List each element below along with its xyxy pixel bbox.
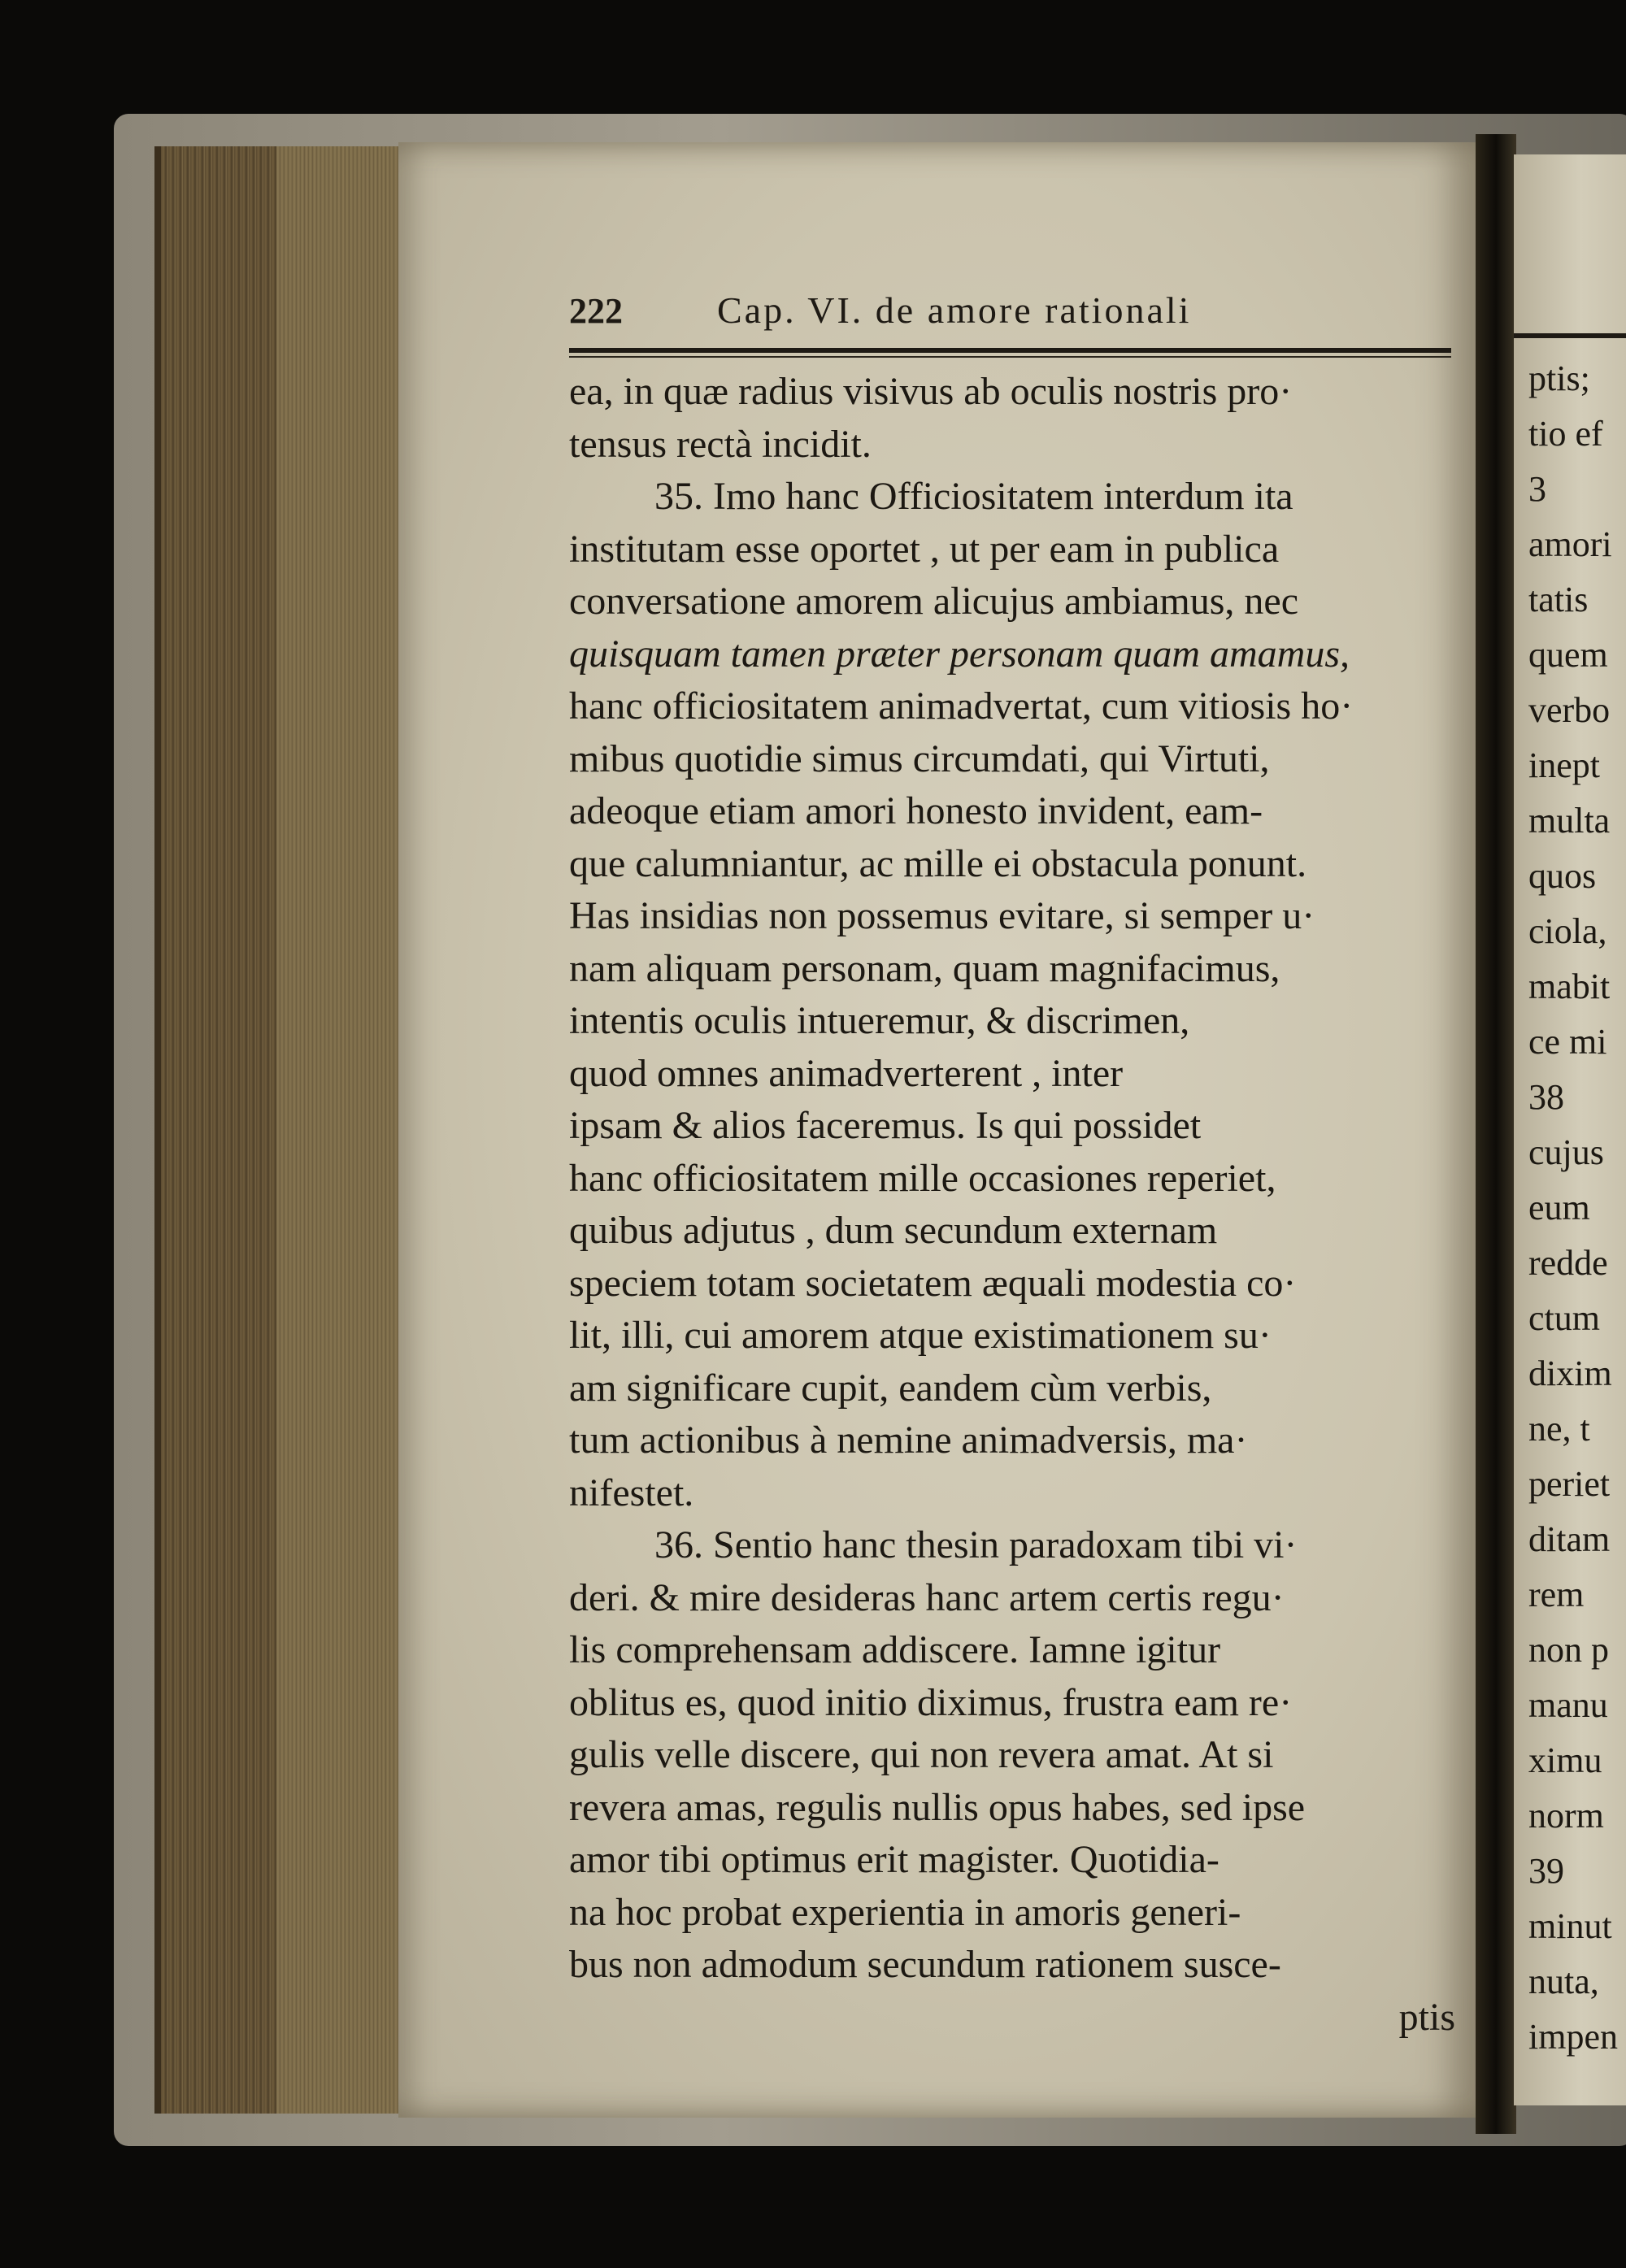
text-line: que calumniantur, ac mille ei obstacula ponunt. (569, 841, 1307, 885)
right-page-fragment: 39 (1528, 1851, 1564, 1891)
right-page-fragment: ditam (1528, 1519, 1611, 1559)
text-line: na hoc probat experientia in amoris generi- (569, 1890, 1241, 1934)
page-number: 222 (569, 291, 623, 331)
right-page-fragment: ctum (1528, 1298, 1600, 1338)
text-line: ipsam & alios faceremus. Is qui possidet (569, 1104, 1202, 1147)
right-page-fragment: quos (1528, 856, 1597, 896)
text-line: tum actionibus à nemine animadversis, ma· (569, 1419, 1248, 1462)
running-head: Cap. VI. de amore rationali (717, 289, 1192, 331)
text-line: mibus quotidie simus circumdati, qui Virtuti, (569, 736, 1270, 780)
right-page-fragment: eum (1528, 1188, 1590, 1227)
paragraph-35-start: 35. Imo hanc Officiositatem interdum ita (654, 475, 1293, 518)
text-line: hanc officiositatem animadvertat, cum vitiosis ho· (569, 684, 1354, 728)
right-page-fragment: quem (1528, 635, 1608, 675)
right-page-fragment: non p (1528, 1630, 1609, 1670)
page-header (569, 289, 1455, 345)
right-page-fragment: ptis; (1528, 358, 1590, 398)
right-page-fragment: amori (1528, 524, 1612, 564)
right-page-fragment: cujus (1528, 1132, 1604, 1172)
text-line: conversatione amorem alicujus ambiamus, nec (569, 580, 1299, 623)
text-line: amor tibi optimus erit magister. Quotidia- (569, 1838, 1220, 1881)
text-line: nam aliquam personam, quam magnifacimus, (569, 946, 1280, 990)
right-page-fragment: multa (1528, 801, 1611, 841)
text-line-italic: quisquam tamen præter personam quam amamus, (569, 632, 1350, 676)
text-line: revera amas, regulis nullis opus habes, sed ipse (569, 1785, 1306, 1829)
right-page-fragment: inept (1528, 745, 1600, 785)
right-page-fragment: impen (1528, 2017, 1618, 2057)
text-line: ea, in quæ radius visivus ab oculis nostris pro· (569, 370, 1293, 413)
text-line: tensus rectà incidit. (569, 422, 872, 466)
right-page-fragment: verbo (1528, 690, 1611, 730)
right-page-fragment: ce mi (1528, 1022, 1607, 1062)
body-text (569, 366, 1455, 2044)
text-line: deri. & mire desideras hanc artem certis regu· (569, 1575, 1285, 1619)
book-gutter (1476, 134, 1516, 2134)
right-page-fragment: 38 (1528, 1077, 1564, 1117)
right-page-header-rule (1514, 333, 1626, 338)
right-page-fragment: dixim (1528, 1353, 1612, 1393)
text-line: lis comprehensam addiscere. Iamne igitur (569, 1628, 1221, 1671)
text-line: am significare cupit, eandem cùm verbis, (569, 1366, 1212, 1410)
right-page-partial (1514, 154, 1626, 2105)
text-line: institutam esse oportet , ut per eam in publica (569, 527, 1280, 571)
text-line: lit, illi, cui amorem atque existimationem su· (569, 1314, 1272, 1357)
text-line: hanc officiositatem mille occasiones reperiet, (569, 1156, 1276, 1200)
catchword: ptis (1398, 1995, 1455, 2039)
right-page-fragment: rem (1528, 1575, 1585, 1614)
right-page-fragment: 3 (1528, 469, 1546, 509)
right-page-fragment: redde (1528, 1243, 1608, 1283)
right-page-fragment: mabit (1528, 967, 1611, 1006)
text-line: intentis oculis intueremur, & discrimen, (569, 999, 1190, 1042)
right-page-fragment: tatis (1528, 580, 1589, 619)
header-rule (569, 348, 1451, 353)
header-rule-thin (569, 356, 1451, 358)
right-page-fragment: minut (1528, 1906, 1612, 1946)
text-line: quibus adjutus , dum secundum externam (569, 1209, 1218, 1252)
text-line: bus non admodum secundum rationem susce- (569, 1943, 1281, 1986)
right-page-fragment: ne, t (1528, 1409, 1590, 1449)
right-page-fragment: nuta, (1528, 1962, 1599, 2001)
right-page-fragment: tio ef (1528, 414, 1603, 454)
right-page-fragment: ciola, (1528, 911, 1607, 951)
right-page-fragment: manu (1528, 1685, 1608, 1725)
text-line: speciem totam societatem æquali modestia co· (569, 1261, 1297, 1305)
text-line: adeoque etiam amori honesto invident, eam- (569, 789, 1263, 832)
text-line: oblitus es, quod initio diximus, frustra eam re· (569, 1680, 1293, 1724)
paragraph-36-start: 36. Sentio hanc thesin paradoxam tibi vi· (654, 1523, 1298, 1566)
page-block-inner (276, 146, 415, 2114)
text-line: Has insidias non possemus evitare, si semper u· (569, 894, 1315, 937)
right-page-fragment: periet (1528, 1464, 1611, 1504)
text-line: nifestet. (569, 1471, 694, 1514)
right-page-fragment: ximu (1528, 1740, 1602, 1780)
text-line: quod omnes animadverterent , inter (569, 1051, 1124, 1095)
text-line: gulis velle discere, qui non revera amat. At si (569, 1733, 1274, 1776)
right-page-fragment: norm (1528, 1796, 1604, 1836)
